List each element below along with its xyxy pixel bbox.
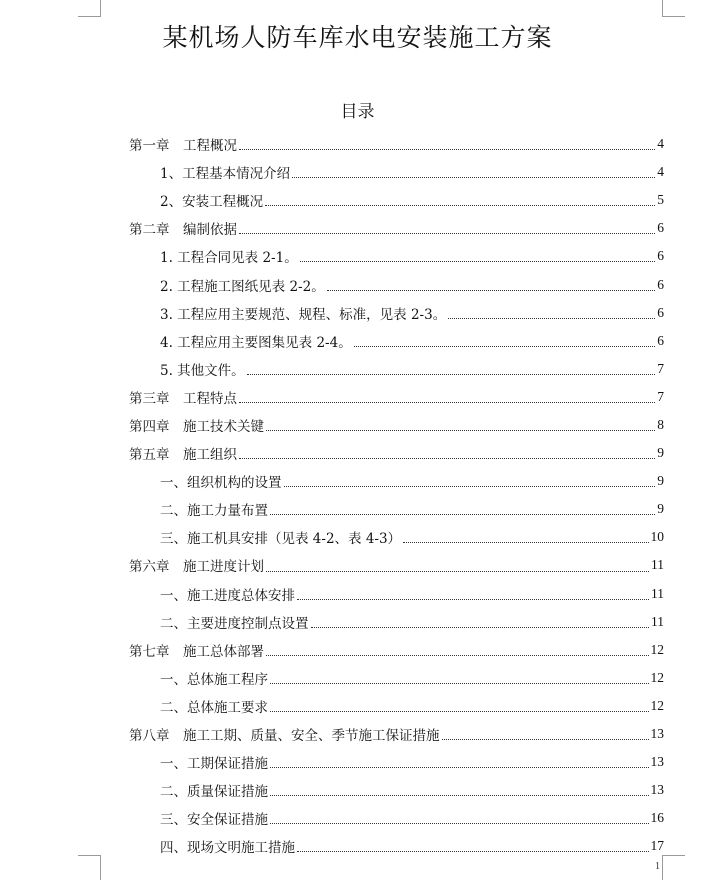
toc-entry-page: 6	[657, 332, 664, 348]
toc-dot-leader	[284, 485, 656, 487]
toc-entry-page: 6	[657, 220, 664, 236]
toc-entry[interactable]	[129, 523, 664, 551]
toc-dot-leader	[270, 513, 655, 515]
toc-dot-leader	[297, 598, 649, 600]
crop-mark-top-right	[662, 0, 685, 17]
toc-dot-leader	[247, 373, 656, 375]
toc-dot-leader	[292, 176, 655, 178]
toc-dot-leader	[239, 232, 655, 234]
toc-entry-label: 一、工期保证措施	[160, 756, 268, 773]
toc-entry-page: 7	[657, 388, 664, 404]
toc-entry-page: 6	[657, 248, 664, 264]
toc-entry-label: 第一章 工程概况	[129, 138, 237, 155]
toc-dot-leader	[311, 626, 650, 628]
toc-entry[interactable]	[129, 748, 664, 776]
toc-entry-label: 第四章 施工技术关键	[129, 418, 264, 435]
toc-entry[interactable]	[129, 383, 664, 411]
toc-entry[interactable]	[129, 664, 664, 692]
toc-entry-page: 16	[650, 810, 664, 826]
toc-entry-label: 第八章 施工工期、质量、安全、季节施工保证措施	[129, 728, 440, 745]
toc-dot-leader	[354, 345, 656, 347]
toc-dot-leader	[300, 260, 656, 262]
toc-entry-label: 四、现场文明施工措施	[160, 840, 295, 857]
toc-entry-label: 1. 工程合同见表 2-1。	[160, 250, 298, 267]
toc-entry[interactable]	[129, 214, 664, 242]
crop-mark-bottom-right	[662, 855, 685, 880]
toc-entry[interactable]	[129, 551, 664, 579]
toc-entry[interactable]	[129, 636, 664, 664]
toc-dot-leader	[239, 148, 655, 150]
toc-entry[interactable]	[129, 720, 664, 748]
toc-entry-page: 11	[651, 557, 664, 573]
toc-entry[interactable]	[129, 186, 664, 214]
toc-entry-label: 1、工程基本情况介绍	[160, 166, 291, 183]
toc-dot-leader	[442, 738, 649, 740]
toc-entry-label: 三、施工机具安排（见表 4-2、表 4-3）	[160, 531, 402, 548]
toc-entry-label: 第三章 工程特点	[129, 390, 237, 407]
toc-entry-page: 11	[651, 613, 664, 629]
toc-entry-label: 一、总体施工程序	[160, 671, 268, 688]
toc-entry-page: 13	[650, 782, 664, 798]
toc-entry[interactable]	[129, 327, 664, 355]
toc-entry-label: 二、总体施工要求	[160, 699, 268, 716]
toc-entry[interactable]	[129, 270, 664, 298]
toc-entry[interactable]	[129, 411, 664, 439]
toc-entry[interactable]	[129, 804, 664, 832]
toc-entry-label: 2. 工程施工图纸见表 2-2。	[160, 278, 325, 295]
toc-entry-page: 12	[650, 641, 664, 657]
toc-entry[interactable]	[129, 158, 664, 186]
toc-dot-leader	[239, 401, 655, 403]
toc-entry-label: 二、施工力量布置	[160, 503, 268, 520]
toc-entry-page: 6	[657, 276, 664, 292]
page-number: 1	[655, 861, 660, 872]
toc-entry-label: 2、安装工程概况	[160, 194, 264, 211]
toc-entry-label: 二、质量保证措施	[160, 784, 268, 801]
crop-mark-top-left	[78, 0, 101, 17]
toc-dot-leader	[266, 429, 655, 431]
toc-dot-leader	[270, 794, 649, 796]
toc-entry-page: 4	[657, 164, 664, 180]
toc-dot-leader	[270, 822, 649, 824]
toc-entry-label: 第二章 编制依据	[129, 222, 237, 239]
toc-entry[interactable]	[129, 832, 664, 860]
toc-dot-leader	[270, 682, 649, 684]
toc-entry-page: 7	[657, 360, 664, 376]
toc-dot-leader	[239, 457, 655, 459]
toc-entry-page: 11	[651, 585, 664, 601]
toc-entry[interactable]	[129, 355, 664, 383]
toc-dot-leader	[327, 289, 656, 291]
toc-entry-page: 9	[657, 445, 664, 461]
toc-entry[interactable]	[129, 692, 664, 720]
document-title: 某机场人防车库水电安装施工方案	[162, 23, 553, 52]
toc-entry-page: 8	[657, 416, 664, 432]
toc-entry-label: 三、安全保证措施	[160, 812, 268, 829]
toc-entry[interactable]	[129, 608, 664, 636]
toc-dot-leader	[266, 654, 649, 656]
toc-entry-page: 17	[650, 838, 664, 854]
toc-entry-label: 5. 其他文件。	[160, 362, 245, 379]
crop-mark-bottom-left	[78, 855, 101, 880]
toc-dot-leader	[270, 710, 649, 712]
toc-entry-page: 9	[657, 473, 664, 489]
toc-entry-label: 一、施工进度总体安排	[160, 587, 295, 604]
toc-entry-label: 一、组织机构的设置	[160, 475, 282, 492]
toc-entry[interactable]	[129, 580, 664, 608]
toc-entry-page: 10	[650, 529, 664, 545]
toc-entry[interactable]	[129, 776, 664, 804]
toc-entry[interactable]	[129, 130, 664, 158]
toc-entry[interactable]	[129, 495, 664, 523]
toc-entry-page: 13	[650, 726, 664, 742]
toc-dot-leader	[297, 850, 649, 852]
table-of-contents	[129, 130, 664, 860]
toc-heading: 目录	[340, 102, 375, 122]
toc-entry-page: 12	[650, 697, 664, 713]
toc-entry-page: 13	[650, 754, 664, 770]
toc-entry-label: 3. 工程应用主要规范、规程、标准，见表 2-3。	[160, 306, 447, 323]
toc-entry-page: 4	[657, 136, 664, 152]
toc-dot-leader	[265, 204, 655, 206]
toc-dot-leader	[448, 317, 655, 319]
toc-dot-leader	[266, 570, 649, 572]
toc-dot-leader	[270, 766, 649, 768]
toc-entry[interactable]	[129, 299, 664, 327]
toc-entry-label: 二、主要进度控制点设置	[160, 615, 309, 632]
toc-entry-page: 5	[657, 192, 664, 208]
toc-entry[interactable]	[129, 242, 664, 270]
toc-entry-page: 12	[650, 669, 664, 685]
toc-entry[interactable]	[129, 467, 664, 495]
toc-entry-label: 4. 工程应用主要图集见表 2-4。	[160, 334, 352, 351]
toc-entry-label: 第七章 施工总体部署	[129, 643, 264, 660]
toc-entry-label: 第五章 施工组织	[129, 447, 237, 464]
toc-entry[interactable]	[129, 439, 664, 467]
toc-dot-leader	[403, 541, 648, 543]
toc-entry-page: 9	[657, 501, 664, 517]
toc-entry-page: 6	[657, 304, 664, 320]
toc-entry-label: 第六章 施工进度计划	[129, 559, 264, 576]
